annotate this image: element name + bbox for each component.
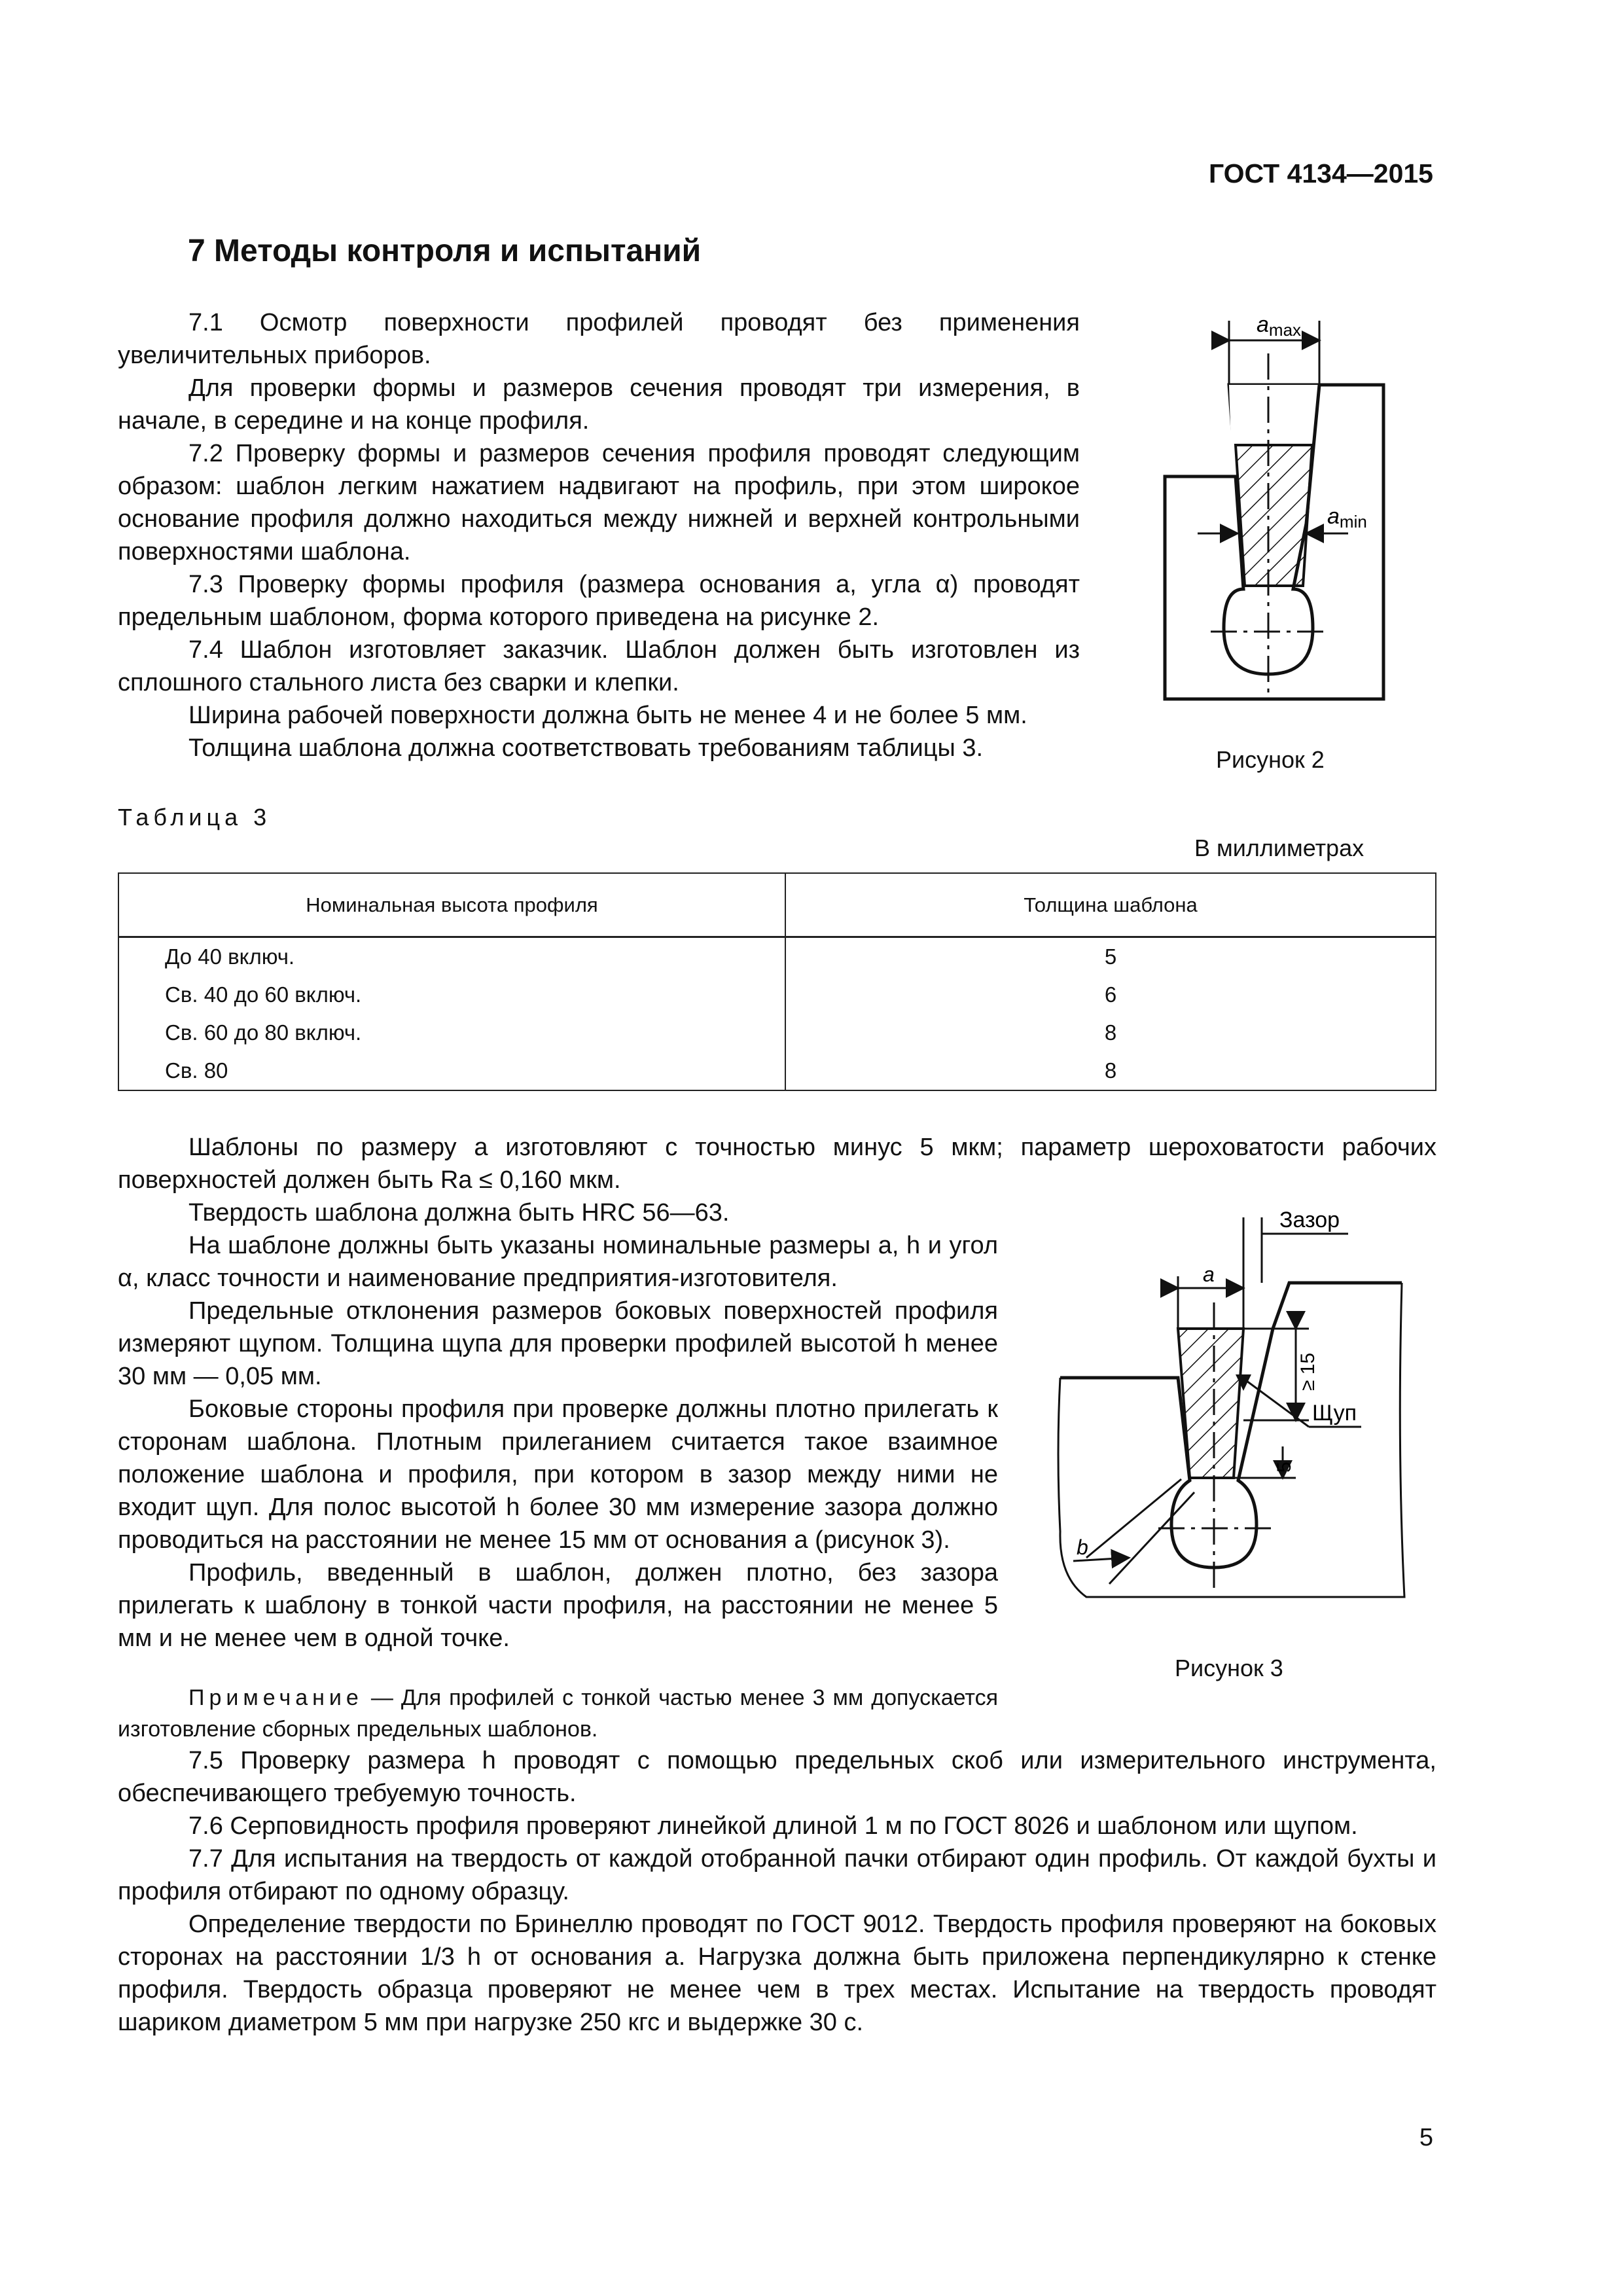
- figure-2-caption: Рисунок 2: [1216, 746, 1325, 773]
- middle-text-block: [118, 1196, 998, 1655]
- dim-15-label: ≥ 15: [1297, 1352, 1319, 1391]
- paragraph: 7.7 Для испытания на твердость от каждой отобранной пачки отбирают один профиль. От каждой бухты и профиля отбирают по одному образцу.: [118, 1845, 1436, 1905]
- paragraph: Профиль, введенный в шаблон, должен плотно, без зазора прилегать к шаблону в тонкой части профиля, на расстоянии не менее 5 мм и не менее чем в одной точке.: [118, 1559, 998, 1652]
- paragraph: 7.6 Серповидность профиля проверяют линейкой длиной 1 м по ГОСТ 8026 и шаблоном или щупом.: [188, 1812, 1358, 1840]
- bottom-text-block: [118, 1744, 1436, 2039]
- amax-label: amax: [1257, 312, 1302, 340]
- paragraph: Боковые стороны профиля при проверке должны плотно прилегать к сторонам шаблона. Плотным прилеганием считается такое взаимное положение шаблона и профиля, при котором в зазор между ними не входит щуп. Для полос высотой h более 30 мм измерение зазора должно проводиться на расстоянии не менее 15 мм от основания a (рисунок 3).: [118, 1395, 998, 1554]
- paragraph: 7.4 Шаблон изготовляет заказчик. Шаблон должен быть изготовлен из сплошного стального листа без сварки и клепки.: [118, 636, 1080, 696]
- page-number: 5: [1419, 2124, 1433, 2151]
- table-cell: 8: [785, 1052, 1436, 1090]
- note-text: — Для профилей с тонкой частью менее 3 мм допускается изготовление сборных предельных шаблонов.: [118, 1685, 998, 1742]
- table-row: [118, 937, 1436, 977]
- paragraph: Шаблоны по размеру a изготовляют с точностью минус 5 мкм; параметр шероховатости рабочих поверхностей должен быть Ra ≤ 0,160 мкм.: [118, 1134, 1436, 1194]
- note-label: Примечание: [188, 1685, 363, 1710]
- table-header-cell: Номинальная высота профиля: [118, 873, 785, 937]
- figure-3-caption: Рисунок 3: [1175, 1655, 1283, 1681]
- paragraph: 7.3 Проверку формы профиля (размера основания a, угла α) проводят предельным шаблоном, форма которого приведена на рисунке 2.: [118, 571, 1080, 631]
- section-title: 7 Методы контроля и испытаний: [188, 234, 702, 268]
- after-table-text: [118, 1131, 1436, 1196]
- table-cell: 8: [785, 1014, 1436, 1052]
- table-row: [118, 1052, 1436, 1090]
- table-cell: Св. 40 до 60 включ.: [118, 976, 785, 1014]
- table-cell: Св. 60 до 80 включ.: [118, 1014, 785, 1052]
- figure-3-probe-drawing: [1047, 1204, 1440, 1623]
- table-row: [118, 976, 1436, 1014]
- table-cell: 6: [785, 976, 1436, 1014]
- amin-label: amin: [1327, 504, 1367, 531]
- paragraph: Твердость шаблона должна быть HRC 56—63.: [188, 1199, 730, 1227]
- paragraph: Определение твердости по Бринеллю проводят по ГОСТ 9012. Твердость профиля проверяют на боковых сторонах на расстоянии 1/3 h от основания a. Нагрузка должна быть приложена перпендикулярно к стенке профиля. Твердость образца проверяют не менее чем в трех местах. Испытание на твердость проводят шариком диаметром 5 мм при нагрузке 250 кгс и выдержке 30 с.: [118, 1910, 1436, 2036]
- table-units: В миллиметрах: [1194, 834, 1364, 861]
- paragraph: Предельные отклонения размеров боковых поверхностей профиля измеряют щупом. Толщина щупа для проверки профилей высотой h менее 30 мм — 0,05 мм.: [118, 1297, 998, 1390]
- document-header: ГОСТ 4134—2015: [1208, 158, 1433, 188]
- note: [118, 1682, 998, 1745]
- paragraph: Для проверки формы и размеров сечения проводят три измерения, в начале, в середине и на конце профиля.: [118, 374, 1080, 435]
- table-header-cell: Толщина шаблона: [785, 873, 1436, 937]
- probe-label: Щуп: [1312, 1401, 1357, 1426]
- paragraph: 7.1 Осмотр поверхности профилей проводят без применения увеличительных приборов.: [118, 309, 1080, 369]
- paragraph: На шаблоне должны быть указаны номинальные размеры a, h и угол α, класс точности и наименование предприятия-изготовителя.: [118, 1232, 998, 1292]
- b-label: b: [1077, 1535, 1088, 1559]
- table-3: [118, 872, 1436, 1091]
- paragraph: Толщина шаблона должна соответствовать требованиям таблицы 3.: [188, 734, 984, 762]
- table-header-row: [118, 873, 1436, 937]
- figure-2-template-drawing: [1152, 301, 1400, 720]
- table-row: [118, 1014, 1436, 1052]
- dim-5-label: 5: [1274, 1462, 1295, 1473]
- table-cell: До 40 включ.: [118, 937, 785, 977]
- paragraph: 7.5 Проверку размера h проводят с помощью предельных скоб или измерительного инструмента, обеспечивающего требуемую точность.: [118, 1747, 1436, 1807]
- paragraph: 7.2 Проверку формы и размеров сечения профиля проводят следующим образом: шаблон легким нажатием надвигают на профиль, при этом широкое основание профиля должно находиться между нижней и верхней контрольными поверхностями шаблона.: [118, 440, 1080, 565]
- paragraph: Ширина рабочей поверхности должна быть не менее 4 и не более 5 мм.: [188, 702, 1027, 729]
- gap-label: Зазор: [1279, 1208, 1340, 1232]
- table-cell: 5: [785, 937, 1436, 977]
- a-label: a: [1203, 1263, 1215, 1286]
- table-label: Таблица 3: [118, 804, 272, 831]
- top-text-block: [118, 306, 1080, 764]
- table-cell: Св. 80: [118, 1052, 785, 1090]
